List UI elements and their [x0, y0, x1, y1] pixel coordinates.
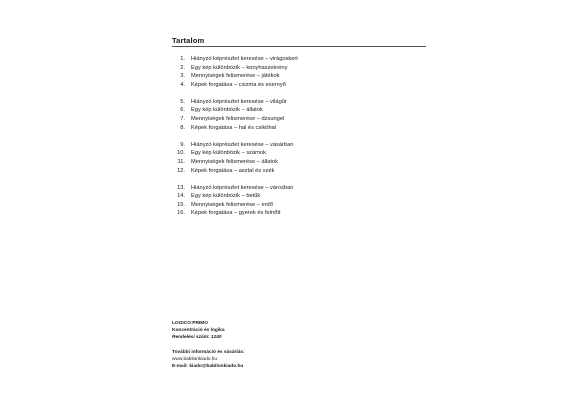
toc-item-title: Mennyiségek felismerése – játékok — [191, 73, 280, 80]
toc-item — [172, 106, 432, 115]
toc-item-title: Képek forgatása – asztal és szék — [191, 167, 275, 174]
toc-item — [172, 201, 432, 210]
toc-item — [172, 149, 432, 158]
toc-item-number: 8. — [180, 124, 185, 131]
toc-item-title: Egy kép különbözik – konyhaszekrény — [191, 64, 288, 71]
toc-item-title: Hiányzó képrészlet keresése – virágoskert — [191, 56, 298, 62]
toc-item — [172, 167, 432, 176]
footer-spacer — [172, 342, 245, 349]
email-link[interactable]: E-mail: kiado@babilonkiado.hu — [172, 364, 244, 370]
toc-item — [172, 115, 432, 124]
toc-group-1 — [172, 55, 432, 89]
toc-item-number: 11. — [177, 158, 185, 165]
toc-item — [172, 209, 432, 218]
publisher-footer — [172, 320, 245, 370]
toc-item-number: 13. — [177, 184, 185, 191]
toc-item — [172, 64, 432, 73]
product-name: LOGICO PRIMO — [172, 321, 208, 326]
toc-item-title: Egy kép különbözik – állatok — [191, 107, 263, 114]
toc-group-3 — [172, 141, 432, 175]
toc-item — [172, 192, 432, 201]
toc-item-number: 9. — [180, 141, 185, 148]
toc-item-title: Képek forgatása – hal és csikóhal — [191, 124, 277, 131]
toc-item-title: Egy kép különbözik – számok — [191, 150, 266, 157]
toc-item-title: Hiányzó képrészlet keresése – vásárban — [191, 141, 294, 148]
toc-item — [172, 98, 432, 107]
table-of-contents — [172, 55, 432, 227]
toc-item-title: Képek forgatása – gyerek és felnőtt — [191, 210, 281, 217]
toc-item-number: 5. — [180, 98, 185, 105]
toc-item-title: Hiányzó képrészlet keresése – világűr — [191, 98, 287, 105]
toc-item-title: Mennyiségek felismerése – dzsungel — [191, 116, 285, 123]
product-subtitle: Koncentráció és logika — [172, 328, 225, 334]
title-rule — [172, 46, 426, 47]
toc-item — [172, 141, 432, 150]
toc-item — [172, 124, 432, 133]
toc-item — [172, 55, 432, 64]
toc-item-title: Egy kép különbözik – betűk — [191, 193, 261, 200]
toc-item-number: 3. — [180, 73, 185, 80]
toc-item-title: Képek forgatása – csizma és esernyő — [191, 81, 286, 88]
toc-item-number: 16. — [177, 210, 185, 217]
toc-item — [172, 81, 432, 90]
toc-item-title: Mennyiségek felismerése – erdő — [191, 201, 273, 208]
toc-item-number: 14. — [177, 193, 185, 200]
toc-item — [172, 158, 432, 167]
toc-item-number: 2. — [180, 64, 185, 71]
toc-item-number: 1. — [180, 56, 185, 62]
toc-item-number: 4. — [180, 81, 185, 88]
website-link[interactable]: www.babilonkiado.hu — [172, 356, 218, 362]
toc-item-number: 7. — [180, 116, 185, 123]
toc-item-title: Mennyiségek felismerése – állatok — [191, 158, 278, 165]
toc-item-number: 6. — [180, 107, 185, 114]
toc-group-2 — [172, 98, 432, 132]
page-title: Tartalom — [172, 36, 205, 45]
toc-item — [172, 184, 432, 193]
order-number: Rendelési szám: 1240 — [172, 335, 222, 341]
info-heading: További információ és vásárlás: — [172, 349, 245, 355]
toc-item-number: 15. — [177, 201, 185, 208]
toc-item-title: Hiányzó képrészlet keresése – városban — [191, 184, 294, 191]
toc-item-number: 10. — [177, 150, 185, 157]
toc-group-4 — [172, 184, 432, 218]
toc-item — [172, 72, 432, 81]
toc-item-number: 12. — [177, 167, 185, 174]
